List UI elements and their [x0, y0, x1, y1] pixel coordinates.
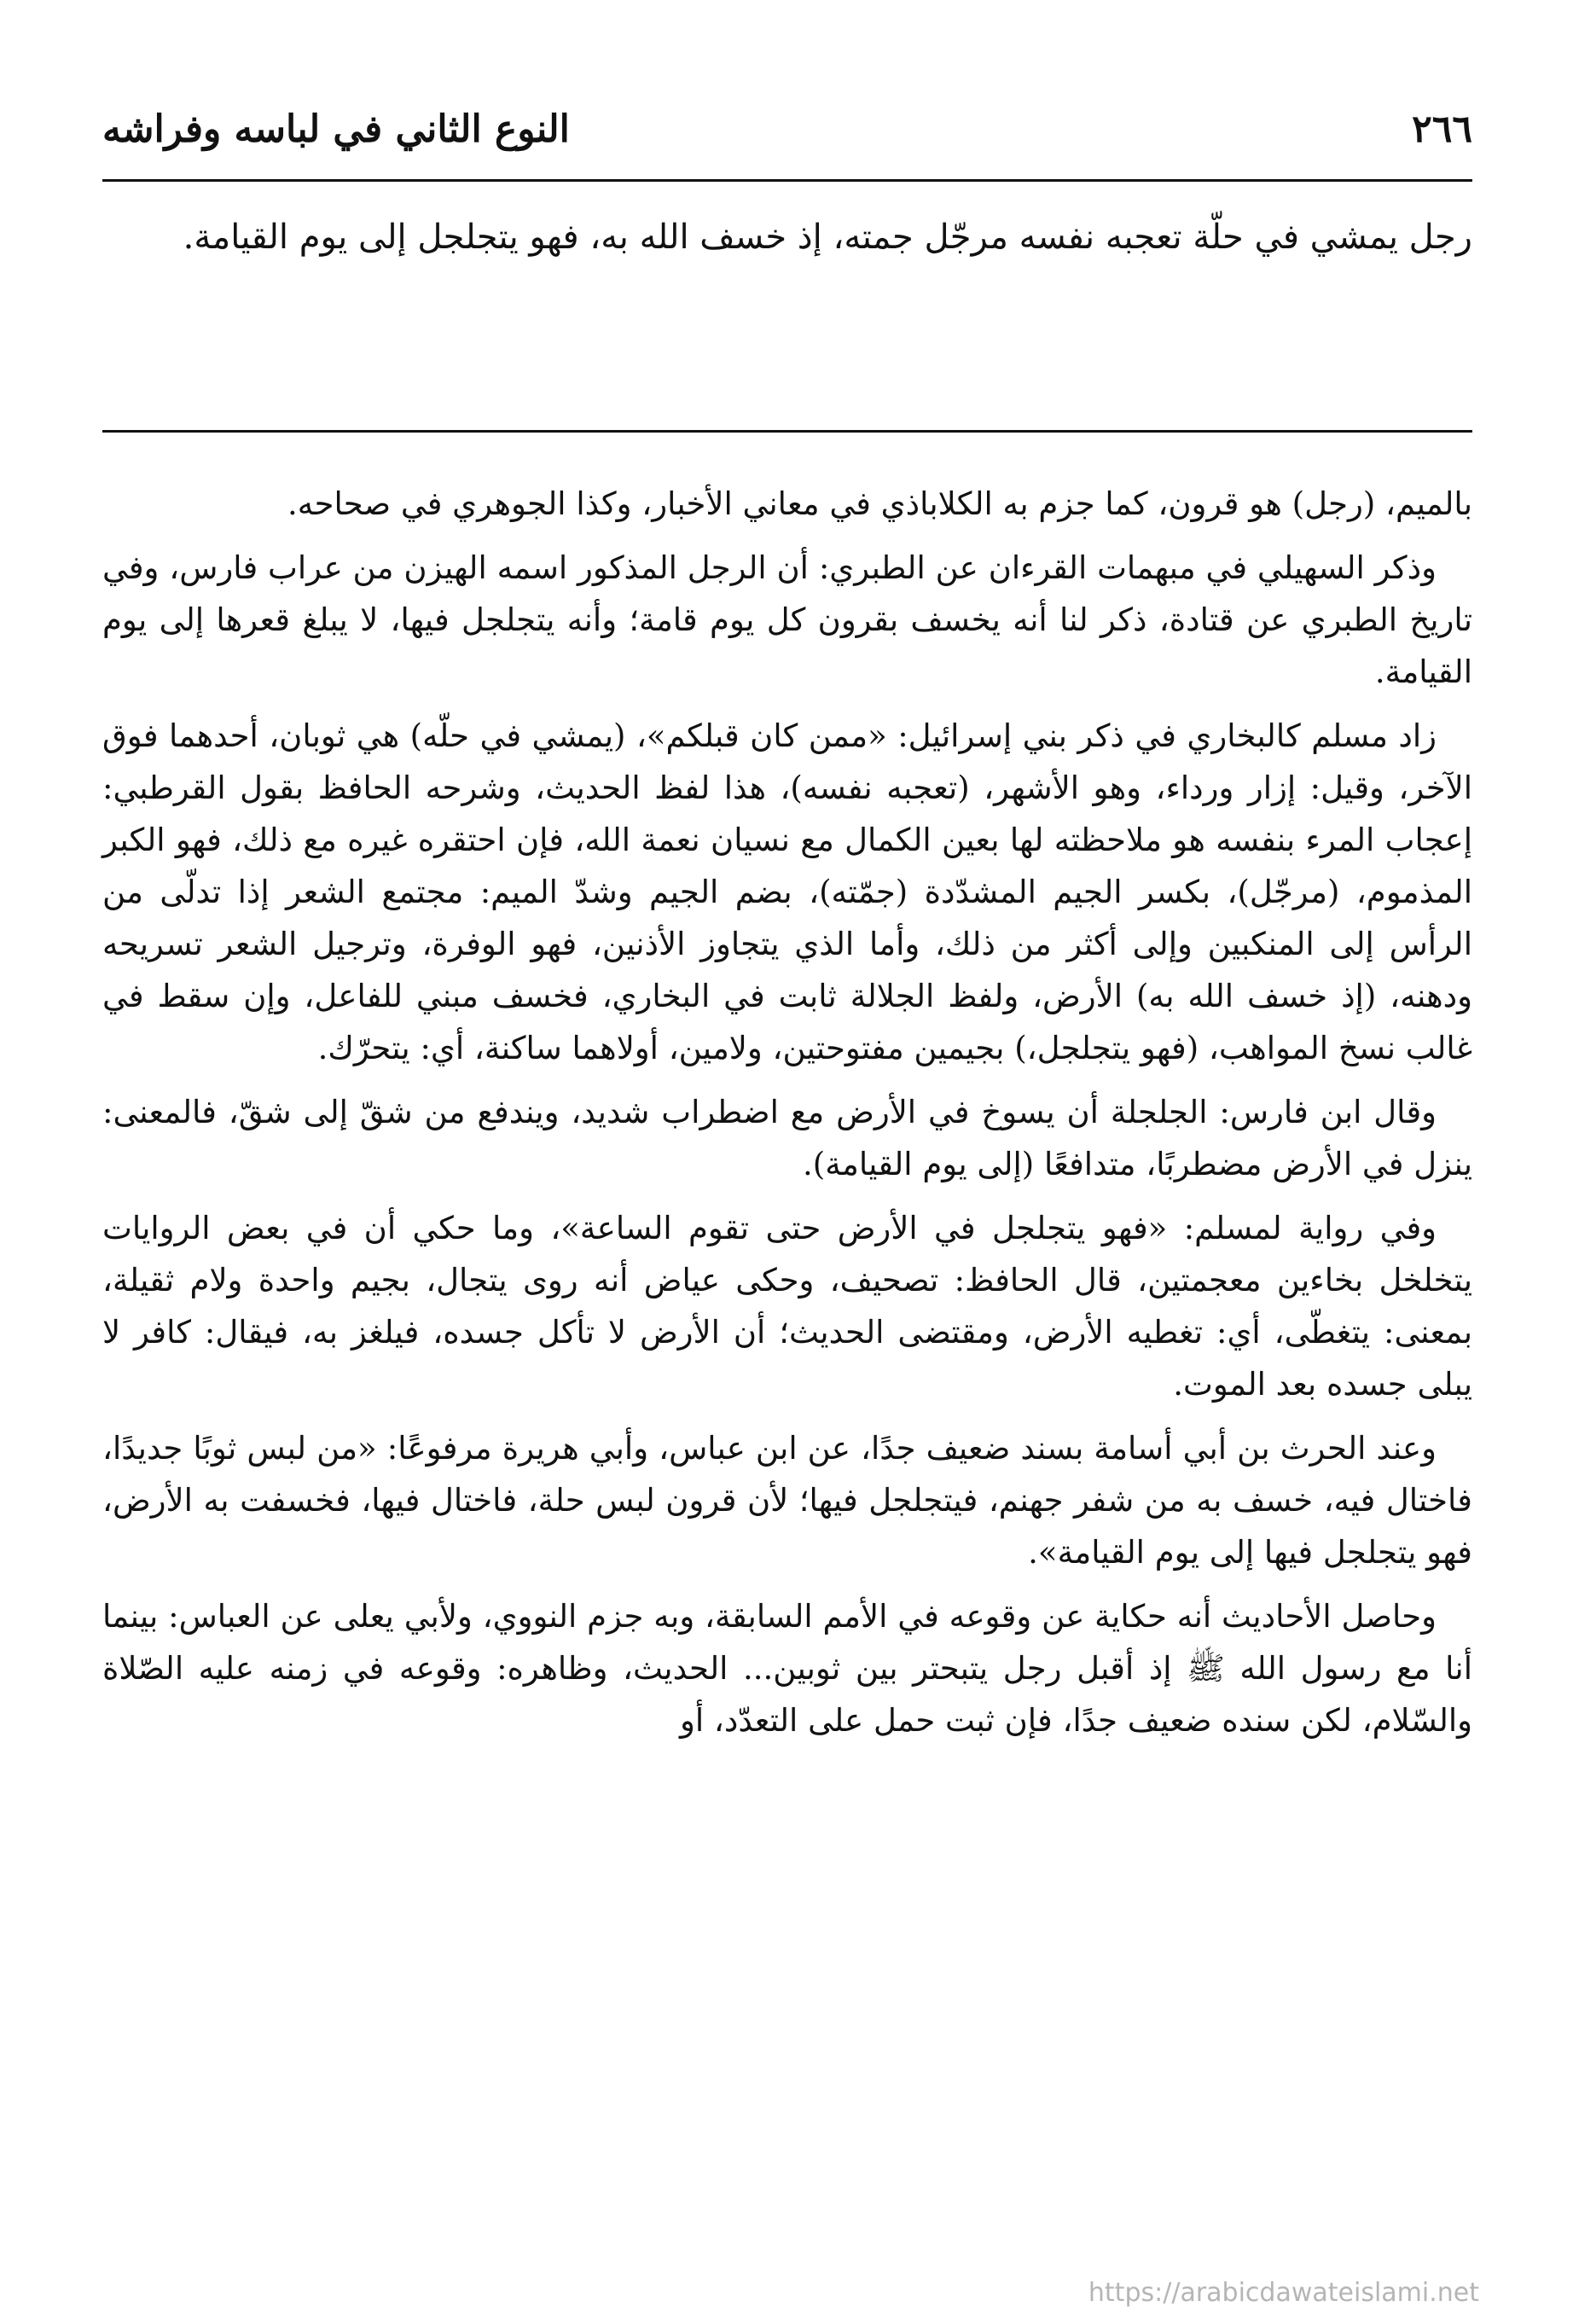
commentary: [102, 478, 1472, 1758]
page-number: ٢٦٦: [1412, 107, 1472, 151]
commentary-paragraph: وقال ابن فارس: الجلجلة أن يسوخ في الأرض مع اضطراب شديد، ويندفع من شقّ إلى شقّ، فالمعنى: ينزل في الأرض مضطربًا، متدافعًا (إلى يوم القيامة).: [102, 1094, 1472, 1182]
main-text: رجل يمشي في حلّة تعجبه نفسه مرجّل جمته، إذ خسف الله به، فهو يتجلجل إلى يوم القيامة.: [183, 218, 1472, 257]
section-divider: [102, 430, 1472, 433]
commentary-paragraph: وذكر السهيلي في مبهمات القرءان عن الطبري: أن الرجل المذكور اسمه الهيزن من عراب فارس، وفي تاريخ الطبري عن قتادة، ذكر لنا أنه يخسف بقرون كل يوم قامة؛ وأنه يتجلجل فيها، لا يبلغ قعرها إلى يوم القيامة.: [102, 549, 1472, 690]
commentary-paragraph: وحاصل الأحاديث أنه حكاية عن وقوعه في الأمم السابقة، وبه جزم النووي، ولأبي يعلى عن العباس: بينما أنا مع رسول الله ﷺ إذ أقبل رجل يتبحتر بين ثوبين... الحديث، وظاهره: وقوعه في زمنه عليه الصّلاة والسّلام، لكن سنده ضعيف جدًا، فإن ثبت حمل على التعدّد، أو: [102, 1598, 1472, 1739]
running-title: النوع الثاني في لباسه وفراشه: [102, 107, 570, 151]
commentary-paragraph: وعند الحرث بن أبي أسامة بسند ضعيف جدًا، عن ابن عباس، وأبي هريرة مرفوعًا: «من لبس ثوبًا جديدًا، فاختال فيه، خسف به من شفر جهنم، فيتجلجل فيها؛ لأن قرون لبس حلة، فاختال فيها، فخسفت به الأرض، فهو يتجلجل فيها إلى يوم القيامة».: [102, 1430, 1472, 1571]
page-header: [102, 96, 1472, 151]
watermark-url: https://arabicdawateislami.net: [1088, 2278, 1479, 2308]
commentary-paragraph: وفي رواية لمسلم: «فهو يتجلجل في الأرض حتى تقوم الساعة»، وما حكي أن في بعض الروايات يتخلخل بخاءين معجمتين، قال الحافظ: تصحيف، وحكى عياض أنه روى يتجال، بجيم واحدة ولام ثقيلة، بمعنى: يتغطّى، أي: تغطيه الأرض، ومقتضى الحديث؛ أن الأرض لا تأكل جسده، فيلغز به، فيقال: كافر لا يبلى جسده بعد الموت.: [102, 1210, 1472, 1403]
header-rule: [102, 179, 1472, 182]
commentary-paragraph: زاد مسلم كالبخاري في ذكر بني إسرائيل: «ممن كان قبلكم»، (يمشي في حلّه) هي ثوبان، أحدهما فوق الآخر، وقيل: إزار ورداء، وهو الأشهر، (تعجبه نفسه)، هذا لفظ الحديث، وشرحه الحافظ بقول القرطبي: إعجاب المرء بنفسه هو ملاحظته لها بعين الكمال مع نسيان نعمة الله، فإن احتقره غيره مع ذلك، فهو الكبر المذموم، (مرجّل)، بكسر الجيم المشدّدة (جمّته)، بضم الجيم وشدّ الميم: مجتمع الشعر إذا تدلّى من الرأس إلى المنكبين وإلى أكثر من ذلك، وأما الذي يتجاوز الأذنين، فهو الوفرة، وترجيل الشعر تسريحه ودهنه، (إذ خسف الله به) الأرض، ولفظ الجلالة ثابت في البخاري، فخسف مبني للفاعل، وإن سقط في غالب نسخ المواهب، (فهو يتجلجل،) بجيمين مفتوحتين، ولامين، أولاهما ساكنة، أي: يتحرّك.: [102, 718, 1472, 1066]
commentary-paragraph: بالميم، (رجل) هو قرون، كما جزم به الكلاباذي في معاني الأخبار، وكذا الجوهري في صحاحه.: [287, 485, 1472, 522]
